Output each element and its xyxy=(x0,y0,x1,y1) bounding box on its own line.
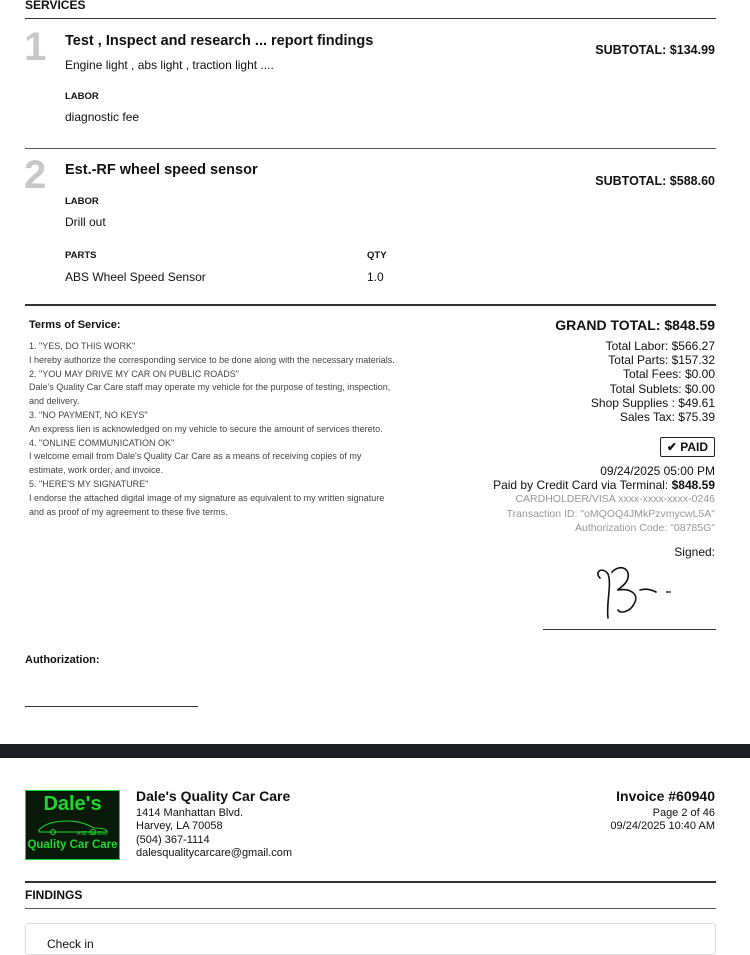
shop-address-line2: Harvey, LA 70058 xyxy=(136,820,223,833)
section-divider xyxy=(25,18,716,19)
services-section-title: SERVICES xyxy=(25,0,86,12)
grand-total: GRAND TOTAL: $848.59 xyxy=(555,317,715,333)
part-name: ABS Wheel Speed Sensor xyxy=(65,270,206,284)
findings-item: Check in xyxy=(47,937,94,951)
total-parts: Total Parts: $157.32 xyxy=(608,353,715,368)
logo-text-small: ASE Certified xyxy=(76,831,107,837)
payment-datetime: 09/24/2025 05:00 PM xyxy=(600,464,715,478)
service-number: 1 xyxy=(24,25,47,69)
terms-line: 5. "HERE'S MY SIGNATURE" xyxy=(29,478,149,489)
invoice-date: 09/24/2025 10:40 AM xyxy=(610,820,715,833)
payment-method xyxy=(493,478,715,492)
transaction-id: Transaction ID: "oMQOQ4JMkPzvmycwL5A" xyxy=(506,508,715,520)
shop-name: Dale's Quality Car Care xyxy=(136,788,291,804)
labor-label: LABOR xyxy=(65,91,99,102)
labor-item: diagnostic fee xyxy=(65,110,140,124)
part-qty: 1.0 xyxy=(367,270,384,284)
terms-line: Dale's Quality Car Care staff may operate my vehicle for the purpose of testing, inspection, xyxy=(29,382,391,393)
total-labor: Total Labor: $566.27 xyxy=(605,339,715,353)
labor-item: Drill out xyxy=(65,215,106,229)
authorization-code: Authorization Code: "08785G" xyxy=(575,522,715,534)
paid-label: PAID xyxy=(680,440,708,454)
terms-line: and delivery. xyxy=(29,396,80,407)
page-indicator: Page 2 of 46 xyxy=(652,807,715,819)
paid-amount: $848.59 xyxy=(671,478,715,492)
qty-label: QTY xyxy=(367,250,387,261)
terms-line: estimate, work order, and invoice. xyxy=(29,465,164,476)
parts-label: PARTS xyxy=(65,250,97,261)
terms-line: 2. "YOU MAY DRIVE MY CAR ON PUBLIC ROADS" xyxy=(29,368,239,379)
signed-label: Signed: xyxy=(674,545,715,559)
shop-supplies: Shop Supplies : $49.61 xyxy=(590,395,715,410)
terms-line: An express lien is acknowledged on my vehicle to secure the amount of services thereto. xyxy=(29,423,383,434)
signature-line xyxy=(543,629,716,630)
findings-divider-top xyxy=(25,881,716,883)
paid-by-text: Paid by Credit Card via Terminal: xyxy=(493,478,672,492)
terms-text xyxy=(29,340,429,519)
terms-line: I endorse the attached digital image of my signature as equivalent to my written signature xyxy=(29,492,385,503)
invoice-meta xyxy=(610,807,715,834)
authorization-signature-line xyxy=(25,706,198,707)
paid-badge xyxy=(660,437,715,457)
shop-phone: (504) 367-1114 xyxy=(136,833,210,846)
terms-line: 3. "NO PAYMENT, NO KEYS" xyxy=(29,409,148,420)
terms-line: and as proof of my agreement to these five terms. xyxy=(29,506,228,517)
sales-tax: Sales Tax: $75.39 xyxy=(619,410,715,425)
labor-label: LABOR xyxy=(65,196,99,207)
terms-line: 1. "YES, DO THIS WORK" xyxy=(29,341,136,351)
terms-title: Terms of Service: xyxy=(29,319,121,331)
total-fees: Total Fees: $0.00 xyxy=(622,367,715,382)
logo-text-top: Dale's xyxy=(43,793,102,815)
total-sublets: Total Sublets: $0.00 xyxy=(609,381,715,396)
page-break-bar xyxy=(0,744,750,758)
service-title: Est.-RF wheel speed sensor xyxy=(65,162,258,178)
shop-contact xyxy=(136,807,292,861)
service-description: Engine light , abs light , traction light .... xyxy=(65,58,274,72)
invoice-number: Invoice #60940 xyxy=(616,788,715,804)
service-divider xyxy=(25,148,716,149)
terms-line: I welcome email from Dale's Quality Car Care as a means of receiving copies of my xyxy=(29,451,362,462)
findings-title: FINDINGS xyxy=(25,888,83,902)
terms-line: 4. "ONLINE COMMUNICATION OK" xyxy=(29,437,175,448)
findings-item-box xyxy=(25,923,716,955)
authorization-label: Authorization: xyxy=(25,654,100,666)
logo-text-bottom: Quality Car Care xyxy=(27,839,118,851)
totals-breakdown xyxy=(591,339,715,424)
terms-line: I hereby authorize the corresponding service to be done along with the necessary materials. xyxy=(29,354,395,365)
cardholder-info: CARDHOLDER/VISA xxxx-xxxx-xxxx-0246 xyxy=(515,493,715,505)
totals-divider xyxy=(25,304,716,306)
service-title: Test , Inspect and research ... report findings xyxy=(65,33,374,49)
signature-image xyxy=(590,560,680,626)
service-subtotal: SUBTOTAL: $134.99 xyxy=(595,43,715,57)
check-icon: ✔ xyxy=(666,440,677,454)
shop-address-line1: 1414 Manhattan Blvd. xyxy=(136,807,244,819)
service-subtotal: SUBTOTAL: $588.60 xyxy=(595,174,715,188)
findings-divider xyxy=(25,908,716,909)
service-number: 2 xyxy=(24,153,47,197)
shop-logo xyxy=(25,790,120,860)
shop-email: dalesqualitycarcare@gmail.com xyxy=(136,847,293,860)
